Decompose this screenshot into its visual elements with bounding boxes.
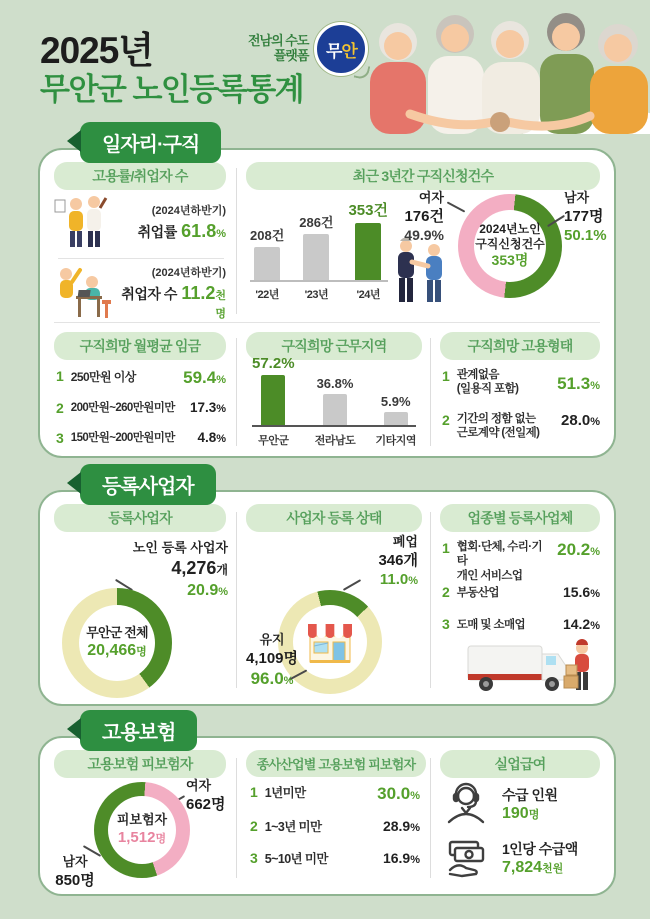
benefits-header: 실업급여 xyxy=(440,750,600,778)
tenure-item-3: 3 5~10년 미만 16.9% xyxy=(250,850,420,866)
divider xyxy=(54,322,600,323)
insured-female-count: 662명 xyxy=(186,795,226,813)
benefits-row-2 xyxy=(444,836,600,880)
headset-person-icon xyxy=(444,782,488,826)
bar-category-label: 전라남도 xyxy=(314,435,356,447)
employment-row-1 xyxy=(54,194,226,250)
donut-center xyxy=(79,605,155,681)
desk-illustration xyxy=(54,266,112,320)
benefit-amount-value: 7,824천원 xyxy=(502,859,564,876)
male-label: 남자 xyxy=(564,190,590,205)
kept-pct: 96.0% xyxy=(250,669,294,689)
bar-other xyxy=(375,394,416,448)
industry-item-2: 2 부동산업 15.6% xyxy=(442,584,600,600)
divider xyxy=(430,512,431,688)
employment-header: 고용률/취업자 수 xyxy=(54,162,226,190)
divider xyxy=(236,758,237,878)
registered-header: 등록사업자 xyxy=(54,504,226,532)
benefit-recipients-value: 190명 xyxy=(502,805,540,822)
region-header: 구직희망 근무지역 xyxy=(246,332,422,360)
insured-male-label: 남자 xyxy=(62,854,88,869)
benefit-amount-block xyxy=(502,839,578,877)
registered-callout-label: 노인 등록 사업자 xyxy=(132,540,228,555)
donut-center xyxy=(108,796,176,864)
kept-callout xyxy=(242,632,302,690)
bar-value-label: 353건 xyxy=(348,202,388,219)
donut-center-line2: 구직신청건수 xyxy=(475,237,545,252)
applications-gender-donut xyxy=(458,194,562,298)
bar-value-label: 208건 xyxy=(250,228,285,243)
section-badge-business: 등록사업자 xyxy=(80,464,216,505)
region-bar-chart xyxy=(252,356,416,448)
benefits-row-1 xyxy=(444,782,600,826)
section-badge-insurance: 고용보험 xyxy=(80,710,197,751)
bar-value-label: 57.2% xyxy=(252,355,295,372)
bar-category-label: 기타지역 xyxy=(375,435,416,447)
donut-center-value: 20,466명 xyxy=(87,642,147,660)
leader-line xyxy=(447,201,466,212)
employment-rate-label: 취업률 xyxy=(137,224,177,240)
donut-center-line1: 2024년노인 xyxy=(479,222,541,237)
applications-bar-chart xyxy=(250,202,388,302)
year-title: 2025년 xyxy=(40,30,154,71)
logo-tagline-2: 플랫폼 xyxy=(273,48,309,63)
divider xyxy=(430,338,431,446)
status-header: 사업자 등록 상태 xyxy=(246,504,422,532)
divider xyxy=(236,512,237,688)
wage-header: 구직희망 월평균 임금 xyxy=(54,332,226,360)
delivery-truck-illustration xyxy=(460,638,600,696)
storefront-icon xyxy=(304,618,356,666)
bar-category-label: '23년 xyxy=(304,289,329,301)
insured-female-callout xyxy=(186,778,238,814)
bar-jeonnam xyxy=(315,376,356,448)
closed-count: 346개 xyxy=(378,551,418,569)
insured-male-callout xyxy=(48,854,102,890)
donut-center xyxy=(474,210,546,282)
divider xyxy=(236,168,237,314)
wage-item-3: 3 150만원~200만원미만 4.8% xyxy=(56,430,226,446)
donut-center-value: 353명 xyxy=(491,252,529,269)
wage-item-2: 2 200만원~260만원미만 17.3% xyxy=(56,400,226,416)
insured-female-label: 여자 xyxy=(186,778,212,793)
bar xyxy=(254,247,280,281)
insured-header: 고용보험 피보험자 xyxy=(54,750,226,778)
employment-rate-value: 61.8 xyxy=(181,221,217,241)
male-count: 177명 xyxy=(564,207,604,225)
donut-center-label: 무안군 전체 xyxy=(86,624,148,640)
benefit-recipients-label: 수급 인원 xyxy=(502,787,558,803)
employed-count-block: (2024년하반기) 취업자 수 11.2천명 xyxy=(112,264,226,322)
logo-taglines xyxy=(248,34,308,64)
etype-header: 구직희망 고용형태 xyxy=(440,332,600,360)
applications-header: 최근 3년간 구직신청건수 xyxy=(246,162,600,190)
registered-callout-count: 4,276개 xyxy=(171,557,228,578)
donut-center xyxy=(293,605,367,679)
applications-panel xyxy=(246,190,607,320)
industry-header: 업종별 등록사업체 xyxy=(440,504,600,532)
kept-count: 4,109명 xyxy=(245,649,299,667)
workers-illustration xyxy=(54,194,108,250)
employment-rate-block: (2024년하반기) 취업률 61.8% xyxy=(108,202,226,242)
tenure-item-2: 2 1~3년 미만 28.9% xyxy=(250,818,420,834)
divider xyxy=(236,338,237,446)
closed-label: 폐업 xyxy=(392,534,418,549)
insured-gender-donut xyxy=(94,782,190,878)
employed-count-value: 11.2 xyxy=(181,283,216,303)
bar-category-label: '22년 xyxy=(255,289,279,301)
employment-row-2 xyxy=(54,264,226,322)
page-title: 무안군 노인등록통계 xyxy=(40,72,304,107)
closed-pct: 11.0% xyxy=(379,571,418,589)
donut-center-label: 피보험자 xyxy=(116,811,168,827)
employment-rate-period: (2024년하반기) xyxy=(151,205,226,217)
bar-category-label: 무안군 xyxy=(258,435,289,447)
bar xyxy=(303,234,329,281)
benefit-amount-label: 1인당 수급액 xyxy=(502,841,578,857)
section-badge-jobs: 일자리·구직 xyxy=(80,122,221,163)
axis-baseline xyxy=(250,280,388,282)
etype-item-1: 1 관계없음 (일용직 포함) 51.3% xyxy=(442,368,600,396)
benefit-recipients-block xyxy=(502,785,558,823)
divider xyxy=(430,758,431,878)
people-group-illustration xyxy=(350,4,650,134)
section-business xyxy=(38,490,616,706)
bar-category-label: '24년 xyxy=(356,289,380,301)
female-pct: 49.9% xyxy=(404,227,444,244)
logo-tagline-1: 전남의 수도 xyxy=(248,33,309,49)
employed-count-label: 취업자 수 xyxy=(121,286,177,302)
bar-value-label: 36.8% xyxy=(316,376,354,391)
female-count: 176건 xyxy=(404,207,444,225)
section-jobs xyxy=(38,148,616,458)
bar-muan xyxy=(252,355,295,448)
closed-callout xyxy=(340,534,418,590)
section-insurance xyxy=(38,736,616,896)
tenure-header: 종사산업별 고용보험 피보험자 xyxy=(246,750,426,777)
kept-label: 유지 xyxy=(259,632,285,647)
registered-donut xyxy=(62,588,172,698)
money-hand-icon xyxy=(444,836,488,880)
axis-baseline xyxy=(252,425,416,427)
logo-badge-text: 무안 xyxy=(325,41,357,61)
etype-item-2: 2 기간의 정함 없는 근로계약 (전일제) 28.0% xyxy=(442,412,600,440)
female-label: 여자 xyxy=(418,190,444,205)
employed-count-period: (2024년하반기) xyxy=(151,267,226,279)
industry-item-1: 1 협회·단체, 수리·기타 개인 서비스업 20.2% xyxy=(442,540,600,582)
bar-22 xyxy=(250,225,284,302)
registered-callout-pct: 20.9% xyxy=(187,581,228,599)
industry-item-3: 3 도매 및 소매업 14.2% xyxy=(442,616,600,632)
tenure-item-1: 1 1년미만 30.0% xyxy=(250,784,420,803)
bar xyxy=(261,375,285,427)
bar-23 xyxy=(299,212,333,302)
wage-item-1: 1 250만원 이상 59.4% xyxy=(56,368,226,387)
donut-center-value: 1,512명 xyxy=(117,829,167,847)
female-callout xyxy=(370,190,444,245)
bar xyxy=(323,394,347,427)
male-pct: 50.1% xyxy=(564,227,607,245)
male-callout xyxy=(564,190,606,246)
employment-divider xyxy=(58,258,224,259)
insured-male-count: 850명 xyxy=(55,871,95,889)
bar-value-label: 5.9% xyxy=(380,394,411,409)
bar-value-label: 286건 xyxy=(299,215,334,230)
handshake-illustration xyxy=(392,238,448,304)
